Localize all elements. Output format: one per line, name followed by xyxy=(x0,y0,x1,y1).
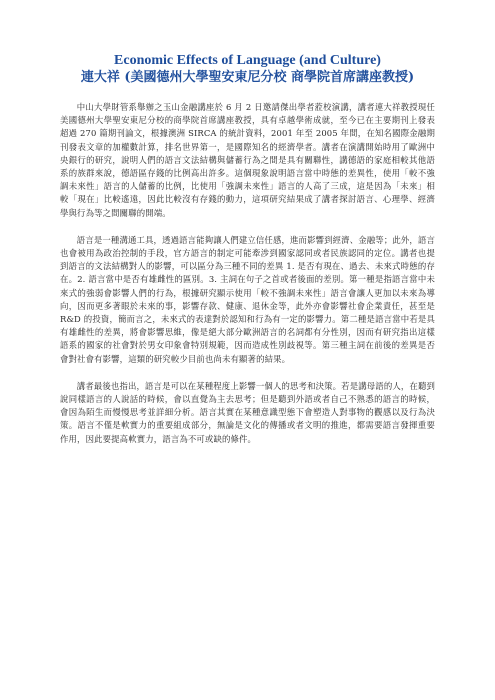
article-title-en: Economic Effects of Language (and Culture) xyxy=(114,53,381,68)
paragraph-grammar: 語言是一種溝通工具，透過語言能夠讓人們建立信任感，進而影響到經濟、金融等；此外，語言也會被用為政治控制的手段，官方語言的制定可能牽涉到國家認同或者民族認同的定位。講者也提到語言的文法結構對人的影響，可以區分為三種不同的差異 1. 是否有現在、過去、未來式時態的存在。2. 語言當中是否有雄雌性的區別。3. 主詞在句子之首或者後面的差別。第一種是指語言當中未來式的強弱會影響人們的行為，根據研究顯示使用「較不強調未來性」語言會讓人更加以未來為導向，因而更多著眼於未來的事，影響存款、健康、退休金等，此外亦會影響社會企業責任，甚至是 R&D 的投資，簡而言之，未來式的表達對於認知和行為有一定的影響力。第二種是語言當中若是具有雄雌性的差異，將會影響思維，像是絕大部分歐洲語言的名詞都有分性別，因而有研究指出這樣語系的國家的社會對於男女印象會特別規範，因而造成性別歧視等。第三種主詞在前後的差異是否會對社會有影響，這類的研究較少目前也尚未有顯著的結果。 xyxy=(60,234,435,364)
paragraph-conclusion: 講者最後也指出，語言是可以在某種程度上影響一個人的思考和決策。若是講母語的人，在聽到說同樣語言的人說話的時候，會以直覺為主去思考；但是聽到外語或者自己不熟悉的語言的時候，會因為陌生而慢慢思考並詳細分析。語言其實在某種意識型態下會塑造人對事物的觀感以及行為決策。語言不僅是軟實力的重要組成部分，無論是文化的傳播或者文明的推進，都需要語言發揮重要作用，因此要提高軟實力，語言為不可或缺的條件。 xyxy=(60,380,435,444)
paragraph-intro: 中山大學財管系舉辦之玉山金融講座於 6 月 2 日邀請傑出學者蒞校演講，講者連大祥教授現任美國德州大學聖安東尼分校的商學院首席講座教授，具有卓越學術成就，至今已在主要期刊上發表超過 270 篇期刊論文，根據澳洲 SIRCA 的統計資料，2001 年至 2005 年間，在知名國際金融期刊發表文章的加權數計算，排名世界第一，是國際知名的經濟學者。講者在演講開始時用了歐洲中央銀行的研究，說明人們的語言文法結構與儲蓄行為之間是具有關聯性，講德語的家庭相較其他語系的族群來說，德語區存錢的比例高出許多。這個現象說明語言當中時態的差異性，使用「較不強調未來性」語言的人儲蓄的比例，比使用「強調未來性」語言的人高了三成，這是因為「未來」相較「現在」比較遙遠，因此比較沒有存錢的動力，這項研究結果成了講者探討語言、心理學、經濟學與行為等之間關聯的開端。 xyxy=(60,102,435,218)
article-title-zh: 連大祥 (美國德州大學聖安東尼分校 商學院首席講座教授) xyxy=(80,70,415,85)
